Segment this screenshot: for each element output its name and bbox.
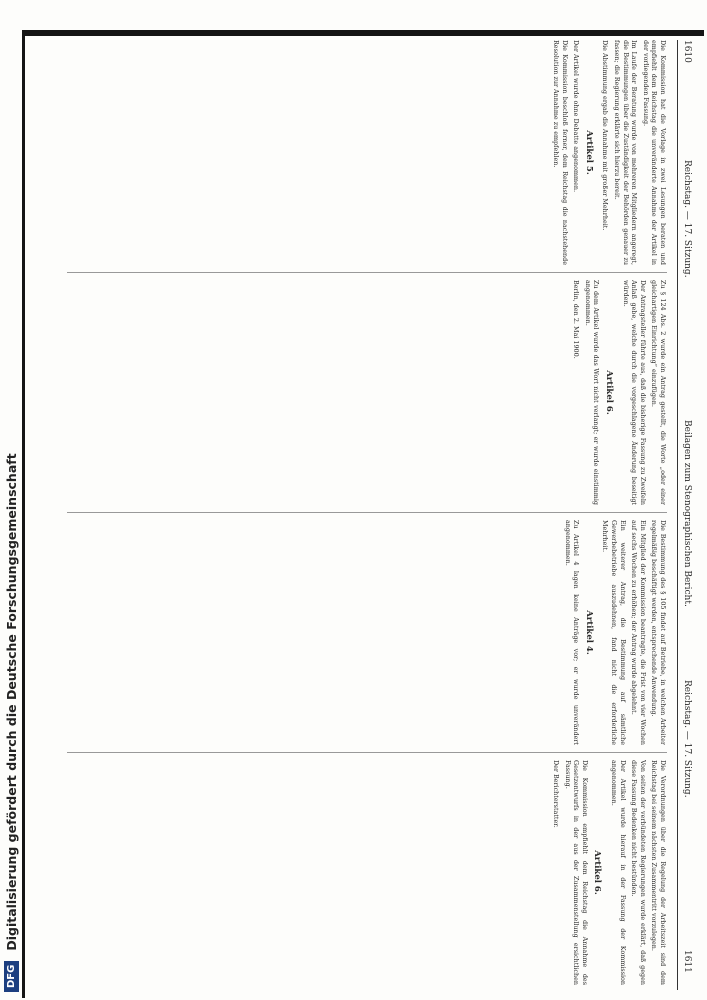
paragraph: Der Berichterstatter.: [552, 760, 561, 828]
header-left-title: Reichstag. — 17. Sitzung.: [682, 160, 692, 278]
column-divider: [67, 752, 667, 753]
digitization-sidebar: [0, 0, 22, 1000]
text-column-1: [37, 40, 667, 265]
paragraph: Der Antragsteller führte aus, daß die bisherige Fassung zu Zweifeln Anlaß gebe, welche durch die vorgeschlagene Änderung beseitigt würden.: [621, 280, 647, 505]
page-header: [677, 40, 691, 990]
paragraph: Ein weiterer Antrag, die Bestimmung auf sämtliche Gewerbebetriebe auszudehnen, fand nicht die erforderliche Mehrheit.: [601, 520, 627, 745]
article-heading: Artikel 5.: [583, 130, 594, 175]
page-top-border: [22, 30, 704, 36]
article-heading: Artikel 6.: [604, 370, 615, 415]
page-number-left: 1610: [682, 40, 692, 63]
text-column-4: [37, 760, 667, 985]
paragraph: Die Abstimmung ergab die Annahme mit großer Mehrheit.: [601, 40, 610, 231]
paragraph: Die Kommission empfiehlt dem Reichstag die Annahme des Gesetzentwurfs in der aus der Zusammenstellung ersichtlichen Fassung.: [563, 760, 589, 985]
article-heading: Artikel 6.: [592, 850, 603, 895]
paragraph: Die Verordnungen über die Regelung der Arbeitszeit sind dem Reichstag bei seinem nächsten Zusammentritt vorzulegen.: [650, 760, 667, 985]
paragraph: Im Laufe der Beratung wurde von mehreren Mitgliedern angeregt, die Bestimmungen über die Zuständigkeit der Behörden genauer zu fassen; die Regierung erklärte sich hierzu bereit.: [613, 40, 639, 265]
header-rule: [677, 40, 678, 990]
paragraph: Berlin, den 2. Mai 1900.: [572, 280, 581, 359]
paragraph: Zu dem Artikel wurde das Wort nicht verlangt; er wurde einstimmig angenommen.: [583, 280, 601, 505]
header-center-title: Beilagen zum Stenographischen Bericht.: [682, 420, 692, 607]
text-column-2: [37, 280, 667, 505]
paragraph: Zu Artikel 4 lagen keine Anträge vor; er wurde unverändert angenommen.: [563, 520, 581, 745]
paragraph: Die Kommission hat die Vorlage in zwei Lesungen beraten und empfiehlt dem Reichstag die unveränderte Annahme der Artikel in der vorliegenden Fassung.: [641, 40, 667, 265]
article-heading: Artikel 4.: [583, 610, 594, 655]
page-left-border: [22, 30, 25, 998]
scanned-page: [28, 40, 693, 990]
dfg-logo-icon: DFG: [4, 961, 19, 992]
paragraph: Von seiten der verbündeten Regierungen wurde erklärt, daß gegen diese Fassung Bedenken nicht bestünden.: [630, 760, 647, 985]
header-right-title: Reichstag. — 17. Sitzung.: [682, 680, 692, 798]
page-number-right: 1611: [682, 950, 692, 973]
paragraph: Die Kommission beschloß ferner, dem Reichstag die nachstehende Resolution zur Annahme zu empfehlen.: [552, 40, 569, 265]
paragraph: Der Artikel wurde ohne Debatte angenommen.: [572, 40, 581, 193]
text-column-3: [37, 520, 667, 745]
paragraph: Zu § 124 Abs. 2 wurde ein Antrag gestellt, die Worte „oder einer gleichartigen Einrichtung“ einzufügen.: [650, 280, 667, 505]
column-divider: [67, 512, 667, 513]
funding-notice: Digitalisierung gefördert durch die Deutsche Forschungsgemeinschaft: [3, 453, 19, 951]
column-divider: [67, 272, 667, 273]
paragraph: Der Artikel wurde hierauf in der Fassung der Kommission angenommen.: [610, 760, 627, 985]
paragraph: Ein Mitglied der Kommission beantragte, die Frist von vier Wochen auf sechs Wochen zu erhöhen; der Antrag wurde abgelehnt.: [630, 520, 647, 745]
paragraph: Die Bestimmung des § 105 findet auf Betriebe, in welchen Arbeiter regelmäßig beschäftigt werden, entsprechende Anwendung.: [650, 520, 667, 745]
